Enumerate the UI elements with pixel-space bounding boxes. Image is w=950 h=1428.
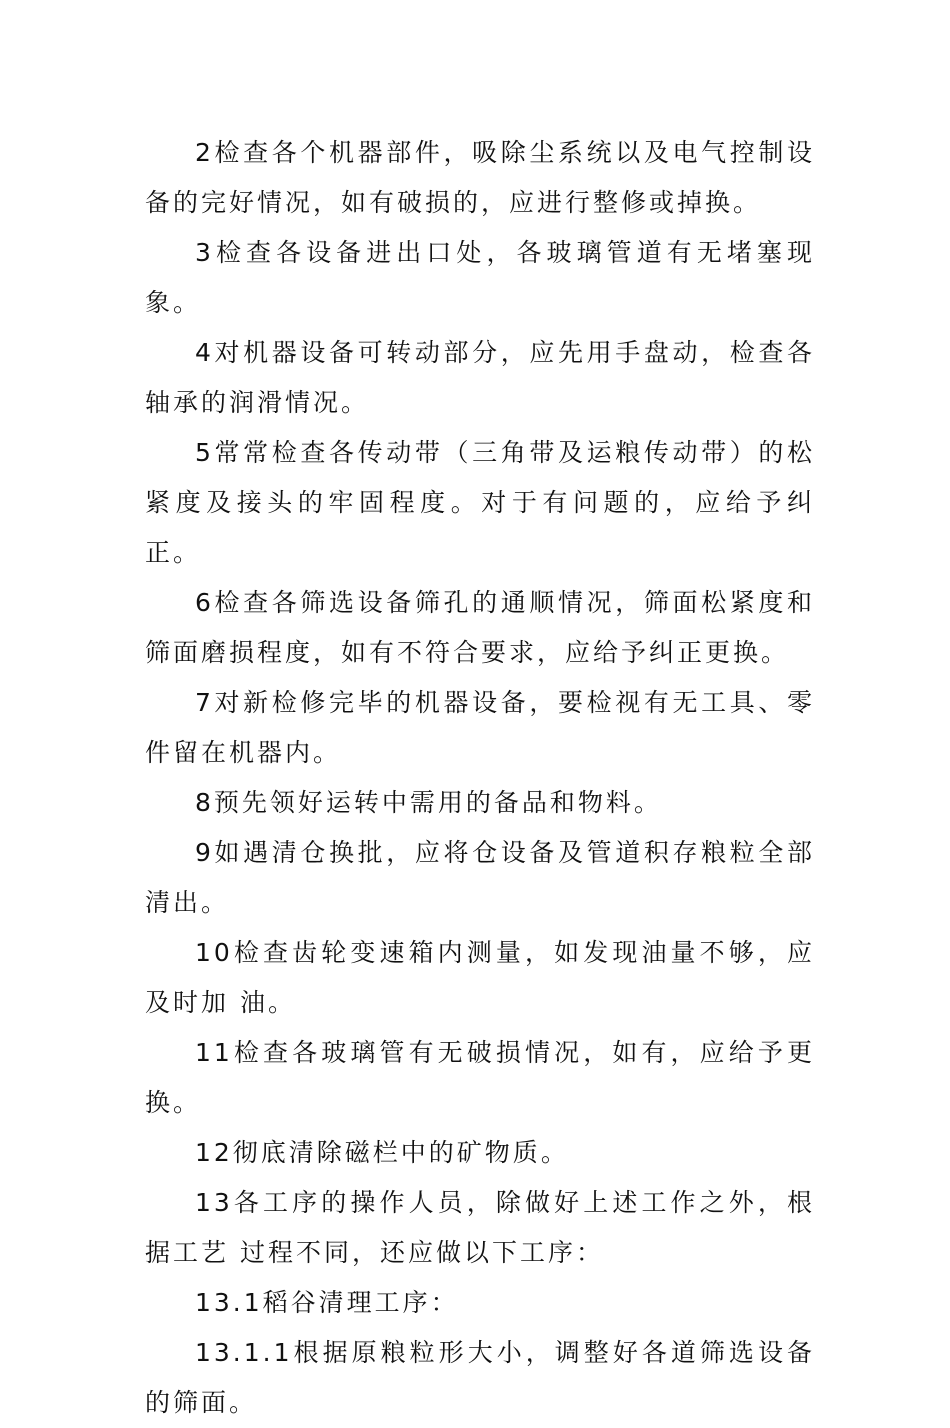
paragraph-item-9: 9如遇清仓换批，应将仓设备及管道积存粮粒全部清出。 xyxy=(145,838,815,917)
paragraph-item-8: 8预先领好运转中需用的备品和物料。 xyxy=(195,788,662,817)
document-body xyxy=(145,128,815,1428)
paragraph-item-11: 11检查各玻璃管有无破损情况，如有，应给予更换。 xyxy=(145,1038,815,1117)
paragraph-item-5: 5常常检查各传动带（三角带及运粮传动带）的松紧度及接头的牢固程度。对于有问题的，应给予纠正。 xyxy=(145,438,815,567)
paragraph-item-10: 10检查齿轮变速箱内测量，如发现油量不够，应及时加 油。 xyxy=(145,938,815,1017)
paragraph-item-13: 13各工序的操作人员，除做好上述工作之外，根据工艺 过程不同，还应做以下工序： xyxy=(145,1188,815,1267)
paragraph-item-2: 2检查各个机器部件，吸除尘系统以及电气控制设备的完好情况，如有破损的，应进行整修或掉换。 xyxy=(145,138,815,217)
paragraph-item-13-1-1: 13.1.1根据原粮粒形大小，调整好各道筛选设备的筛面。 xyxy=(145,1338,815,1417)
paragraph-item-3: 3检查各设备进出口处，各玻璃管道有无堵塞现象。 xyxy=(145,238,815,317)
paragraph-item-13-1: 13.1稻谷清理工序： xyxy=(195,1288,459,1317)
paragraph-item-7: 7对新检修完毕的机器设备，要检视有无工具、零件留在机器内。 xyxy=(145,688,815,767)
paragraph-item-12: 12彻底清除磁栏中的矿物质。 xyxy=(195,1138,569,1167)
paragraph-item-4: 4对机器设备可转动部分，应先用手盘动，检查各轴承的润滑情况。 xyxy=(145,338,815,417)
paragraph-item-6: 6检查各筛选设备筛孔的通顺情况，筛面松紧度和筛面磨损程度，如有不符合要求，应给予纠正更换。 xyxy=(145,588,815,667)
